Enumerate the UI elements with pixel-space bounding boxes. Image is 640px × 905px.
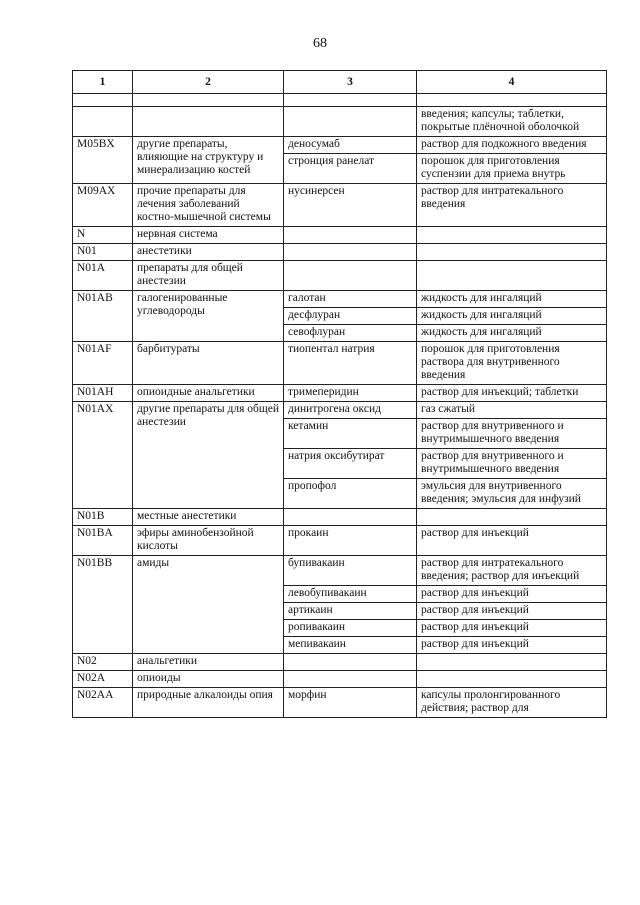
drug-name-cell: натрия оксибутират	[284, 449, 417, 479]
atc-code-cell: N01BA	[73, 526, 133, 556]
table-row	[73, 688, 607, 718]
dosage-form-cell: раствор для инъекций	[417, 637, 607, 654]
drug-name-cell: прокаин	[284, 526, 417, 556]
dosage-form-cell: порошок для приготовления раствора для внутривенного введения	[417, 342, 607, 385]
table-row	[73, 137, 607, 154]
group-name-cell: барбитураты	[133, 342, 284, 385]
atc-code-cell: N01BB	[73, 556, 133, 654]
atc-code-cell: M09AX	[73, 184, 133, 227]
page-number: 68	[313, 36, 327, 51]
atc-code-cell: N02A	[73, 671, 133, 688]
group-name-cell: амиды	[133, 556, 284, 654]
blank-cell	[417, 94, 607, 107]
drug-name-cell: ропивакаин	[284, 620, 417, 637]
atc-code-cell: N02	[73, 654, 133, 671]
dosage-form-cell: раствор для интратекального введения	[417, 184, 607, 227]
table-row	[73, 654, 607, 671]
column-header-code: 1	[73, 71, 133, 94]
column-header-group: 2	[133, 71, 284, 94]
drug-name-cell	[284, 261, 417, 291]
table-row	[73, 227, 607, 244]
table-row	[73, 261, 607, 291]
dosage-form-cell	[417, 654, 607, 671]
drug-name-cell: десфлуран	[284, 308, 417, 325]
dosage-form-cell: газ сжатый	[417, 402, 607, 419]
group-cell	[133, 107, 284, 137]
group-name-cell: местные анестетики	[133, 509, 284, 526]
atc-code-cell: N01AH	[73, 385, 133, 402]
drug-name-cell: динитрогена оксид	[284, 402, 417, 419]
table-row	[73, 244, 607, 261]
group-name-cell: галогенированные углеводороды	[133, 291, 284, 342]
group-name-cell: опиоиды	[133, 671, 284, 688]
table-row	[73, 526, 607, 556]
drug-name-cell: нусинерсен	[284, 184, 417, 227]
dosage-form-cell	[417, 261, 607, 291]
blank-cell	[133, 94, 284, 107]
atc-code-cell: M05BX	[73, 137, 133, 184]
drug-name-cell: тримеперидин	[284, 385, 417, 402]
dosage-form-cell	[417, 671, 607, 688]
drug-name-cell: кетамин	[284, 419, 417, 449]
drug-name-cell	[284, 509, 417, 526]
table-row	[73, 671, 607, 688]
drug-name-cell	[284, 671, 417, 688]
blank-cell	[73, 94, 133, 107]
column-header-form: 4	[417, 71, 607, 94]
dosage-form-cell: порошок для приготовления суспензии для приема внутрь	[417, 154, 607, 184]
dosage-form-cell: жидкость для ингаляций	[417, 291, 607, 308]
atc-code-cell: N	[73, 227, 133, 244]
dosage-form-cell: капсулы пролонгированного действия; раствор для	[417, 688, 607, 718]
blank-cell	[284, 94, 417, 107]
drug-cell	[284, 107, 417, 137]
dosage-form-cell: эмульсия для внутривенного введения; эмульсия для инфузий	[417, 479, 607, 509]
atc-code-cell: N01AF	[73, 342, 133, 385]
table-row	[73, 385, 607, 402]
dosage-form-cell: раствор для инъекций	[417, 586, 607, 603]
dosage-form-cell: раствор для подкожного введения	[417, 137, 607, 154]
atc-code-cell: N01AX	[73, 402, 133, 509]
group-name-cell: опиоидные анальгетики	[133, 385, 284, 402]
continuation-row	[73, 107, 607, 137]
table-row	[73, 402, 607, 419]
header-row	[73, 71, 607, 94]
dosage-form-cell: жидкость для ингаляций	[417, 325, 607, 342]
drug-name-cell: артикаин	[284, 603, 417, 620]
drug-name-cell: левобупивакаин	[284, 586, 417, 603]
drug-name-cell: галотан	[284, 291, 417, 308]
dosage-form-cell: раствор для интратекального введения; раствор для инъекций	[417, 556, 607, 586]
dosage-form-cell	[417, 227, 607, 244]
code-cell	[73, 107, 133, 137]
drug-name-cell: севофлуран	[284, 325, 417, 342]
dosage-form-cell: раствор для инъекций	[417, 603, 607, 620]
drug-name-cell: деносумаб	[284, 137, 417, 154]
atc-code-cell: N01A	[73, 261, 133, 291]
atc-code-cell: N02AA	[73, 688, 133, 718]
group-name-cell: эфиры аминобензойной кислоты	[133, 526, 284, 556]
blank-row	[73, 94, 607, 107]
drug-name-cell: морфин	[284, 688, 417, 718]
table-row	[73, 509, 607, 526]
table-body	[73, 94, 607, 718]
drug-name-cell: стронция ранелат	[284, 154, 417, 184]
drug-name-cell: пропофол	[284, 479, 417, 509]
drug-name-cell	[284, 244, 417, 261]
dosage-form-cell: раствор для инъекций; таблетки	[417, 385, 607, 402]
group-name-cell: другие препараты, влияющие на структуру и минерализацию костей	[133, 137, 284, 184]
table-row	[73, 184, 607, 227]
drug-name-cell	[284, 227, 417, 244]
group-name-cell: нервная система	[133, 227, 284, 244]
atc-code-cell: N01B	[73, 509, 133, 526]
group-name-cell: анальгетики	[133, 654, 284, 671]
group-name-cell: прочие препараты для лечения заболеваний костно-мышечной системы	[133, 184, 284, 227]
dosage-form-cell: раствор для инъекций	[417, 526, 607, 556]
group-name-cell: препараты для общей анестезии	[133, 261, 284, 291]
drug-name-cell: бупивакаин	[284, 556, 417, 586]
dosage-form-cell: раствор для внутривенного и внутримышечного введения	[417, 419, 607, 449]
drug-name-cell	[284, 654, 417, 671]
group-name-cell: другие препараты для общей анестезии	[133, 402, 284, 509]
atc-code-cell: N01	[73, 244, 133, 261]
drug-list-table	[72, 70, 607, 718]
dosage-form-cell: раствор для инъекций	[417, 620, 607, 637]
dosage-form-cell	[417, 509, 607, 526]
dosage-form-cell: раствор для внутривенного и внутримышечного введения	[417, 449, 607, 479]
continuation-form-cell: введения; капсулы; таблетки, покрытые плёночной оболочкой	[417, 107, 607, 137]
group-name-cell: анестетики	[133, 244, 284, 261]
group-name-cell: природные алкалоиды опия	[133, 688, 284, 718]
dosage-form-cell: жидкость для ингаляций	[417, 308, 607, 325]
drug-name-cell: мепивакаин	[284, 637, 417, 654]
table-row	[73, 342, 607, 385]
dosage-form-cell	[417, 244, 607, 261]
atc-code-cell: N01AB	[73, 291, 133, 342]
table-row	[73, 291, 607, 308]
column-header-drug: 3	[284, 71, 417, 94]
table-row	[73, 556, 607, 586]
drug-name-cell: тиопентал натрия	[284, 342, 417, 385]
